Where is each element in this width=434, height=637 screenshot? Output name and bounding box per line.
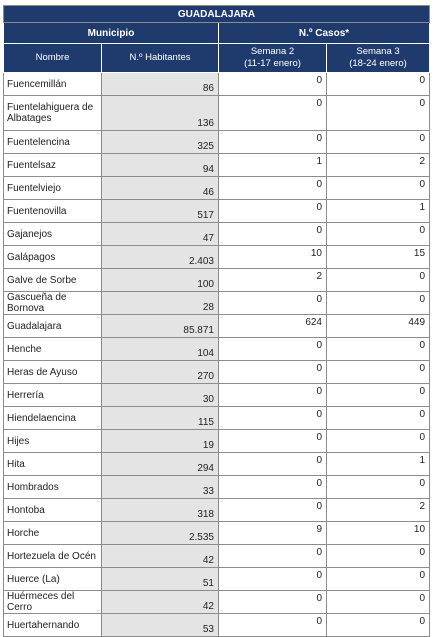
cases-week2: 1: [219, 154, 327, 177]
population-value: 104: [102, 338, 219, 361]
cases-week3: 1: [327, 453, 430, 476]
municipio-name: Fuentelencina: [4, 131, 102, 154]
population-value: 42: [102, 591, 219, 614]
cases-week3: 0: [327, 292, 430, 315]
cases-week3: 0: [327, 430, 430, 453]
cases-week2: 0: [219, 73, 327, 96]
cases-week2: 0: [219, 131, 327, 154]
population-value: 53: [102, 614, 219, 637]
population-value: 51: [102, 568, 219, 591]
cases-week2: 0: [219, 361, 327, 384]
population-value: 42: [102, 545, 219, 568]
municipio-name: Herrería: [4, 384, 102, 407]
group-header-municipio: Municipio: [4, 23, 219, 44]
cases-week2: 0: [219, 453, 327, 476]
cases-week2: 0: [219, 292, 327, 315]
cases-week3: 0: [327, 96, 430, 131]
cases-week2: 0: [219, 545, 327, 568]
municipio-name: Fuentenovilla: [4, 200, 102, 223]
column-header-nombre: Nombre: [4, 44, 102, 73]
population-value: 94: [102, 154, 219, 177]
cases-week2: 0: [219, 223, 327, 246]
cases-week2: 0: [219, 614, 327, 637]
cases-week2: 2: [219, 269, 327, 292]
municipio-name: Gajanejos: [4, 223, 102, 246]
cases-week3: 0: [327, 177, 430, 200]
cases-week3: 0: [327, 476, 430, 499]
population-value: 325: [102, 131, 219, 154]
cases-week2: 10: [219, 246, 327, 269]
municipio-name: Galve de Sorbe: [4, 269, 102, 292]
cases-week2: 0: [219, 591, 327, 614]
column-header-semana3: [327, 44, 430, 73]
cases-week3: 0: [327, 407, 430, 430]
population-value: 136: [102, 96, 219, 131]
cases-week3: 0: [327, 131, 430, 154]
population-value: 46: [102, 177, 219, 200]
municipio-name: Galápagos: [4, 246, 102, 269]
cases-week2: 0: [219, 499, 327, 522]
cases-week2: 0: [219, 384, 327, 407]
municipio-name: Guadalajara: [4, 315, 102, 338]
population-value: 100: [102, 269, 219, 292]
cases-week2: 9: [219, 522, 327, 545]
municipio-name: Horche: [4, 522, 102, 545]
cases-week2: 0: [219, 407, 327, 430]
population-value: 30: [102, 384, 219, 407]
column-header-semana2: [219, 44, 327, 73]
population-value: 33: [102, 476, 219, 499]
municipio-name: Gascueña de Bornova: [4, 292, 102, 315]
column-header-habitantes: N.º Habitantes: [102, 44, 219, 73]
semana2-dates: (11-17 enero): [244, 58, 301, 69]
population-value: 2.535: [102, 522, 219, 545]
cases-week3: 2: [327, 154, 430, 177]
municipio-name: Henche: [4, 338, 102, 361]
population-value: 115: [102, 407, 219, 430]
population-value: 517: [102, 200, 219, 223]
municipio-name: Fuentelviejo: [4, 177, 102, 200]
semana2-label: Semana 2: [250, 46, 295, 57]
cases-week3: 0: [327, 568, 430, 591]
cases-week3: 15: [327, 246, 430, 269]
cases-week3: 0: [327, 614, 430, 637]
population-value: 86: [102, 73, 219, 96]
cases-week2: 0: [219, 338, 327, 361]
cases-week3: 2: [327, 499, 430, 522]
table-title: GUADALAJARA: [4, 6, 430, 23]
cases-week3: 1: [327, 200, 430, 223]
cases-week3: 0: [327, 384, 430, 407]
cases-week3: 449: [327, 315, 430, 338]
municipio-name: Huerce (La): [4, 568, 102, 591]
municipio-name: Fuentelahiguera de Albatages: [4, 96, 102, 131]
cases-week2: 0: [219, 177, 327, 200]
municipio-name: Huertahernando: [4, 614, 102, 637]
municipio-name: Fuencemillán: [4, 73, 102, 96]
municipio-name: Hijes: [4, 430, 102, 453]
cases-week2: 0: [219, 568, 327, 591]
cases-week2: 0: [219, 96, 327, 131]
cases-week3: 0: [327, 73, 430, 96]
semana3-label: Semana 3: [356, 46, 400, 57]
cases-week3: 0: [327, 545, 430, 568]
municipio-name: Hiendelaencina: [4, 407, 102, 430]
municipio-name: Huérmeces del Cerro: [4, 591, 102, 614]
population-value: 28: [102, 292, 219, 315]
population-value: 294: [102, 453, 219, 476]
cases-week2: 0: [219, 430, 327, 453]
cases-week3: 0: [327, 361, 430, 384]
municipio-name: Hombrados: [4, 476, 102, 499]
population-value: 19: [102, 430, 219, 453]
municipio-name: Hontoba: [4, 499, 102, 522]
cases-week2: 624: [219, 315, 327, 338]
semana3-dates: (18-24 enero): [349, 58, 407, 69]
municipio-name: Hita: [4, 453, 102, 476]
population-value: 85.871: [102, 315, 219, 338]
municipio-name: Heras de Ayuso: [4, 361, 102, 384]
municipio-name: Hortezuela de Océn: [4, 545, 102, 568]
population-value: 318: [102, 499, 219, 522]
population-value: 270: [102, 361, 219, 384]
cases-week3: 0: [327, 269, 430, 292]
group-header-casos: N.º Casos*: [219, 23, 430, 44]
population-value: 47: [102, 223, 219, 246]
cases-week3: 0: [327, 223, 430, 246]
population-value: 2.403: [102, 246, 219, 269]
cases-week3: 10: [327, 522, 430, 545]
cases-table-container: [3, 5, 429, 637]
cases-week3: 0: [327, 591, 430, 614]
cases-week3: 0: [327, 338, 430, 361]
municipio-name: Fuentelsaz: [4, 154, 102, 177]
cases-week2: 0: [219, 476, 327, 499]
cases-week2: 0: [219, 200, 327, 223]
cases-table: [3, 5, 430, 637]
